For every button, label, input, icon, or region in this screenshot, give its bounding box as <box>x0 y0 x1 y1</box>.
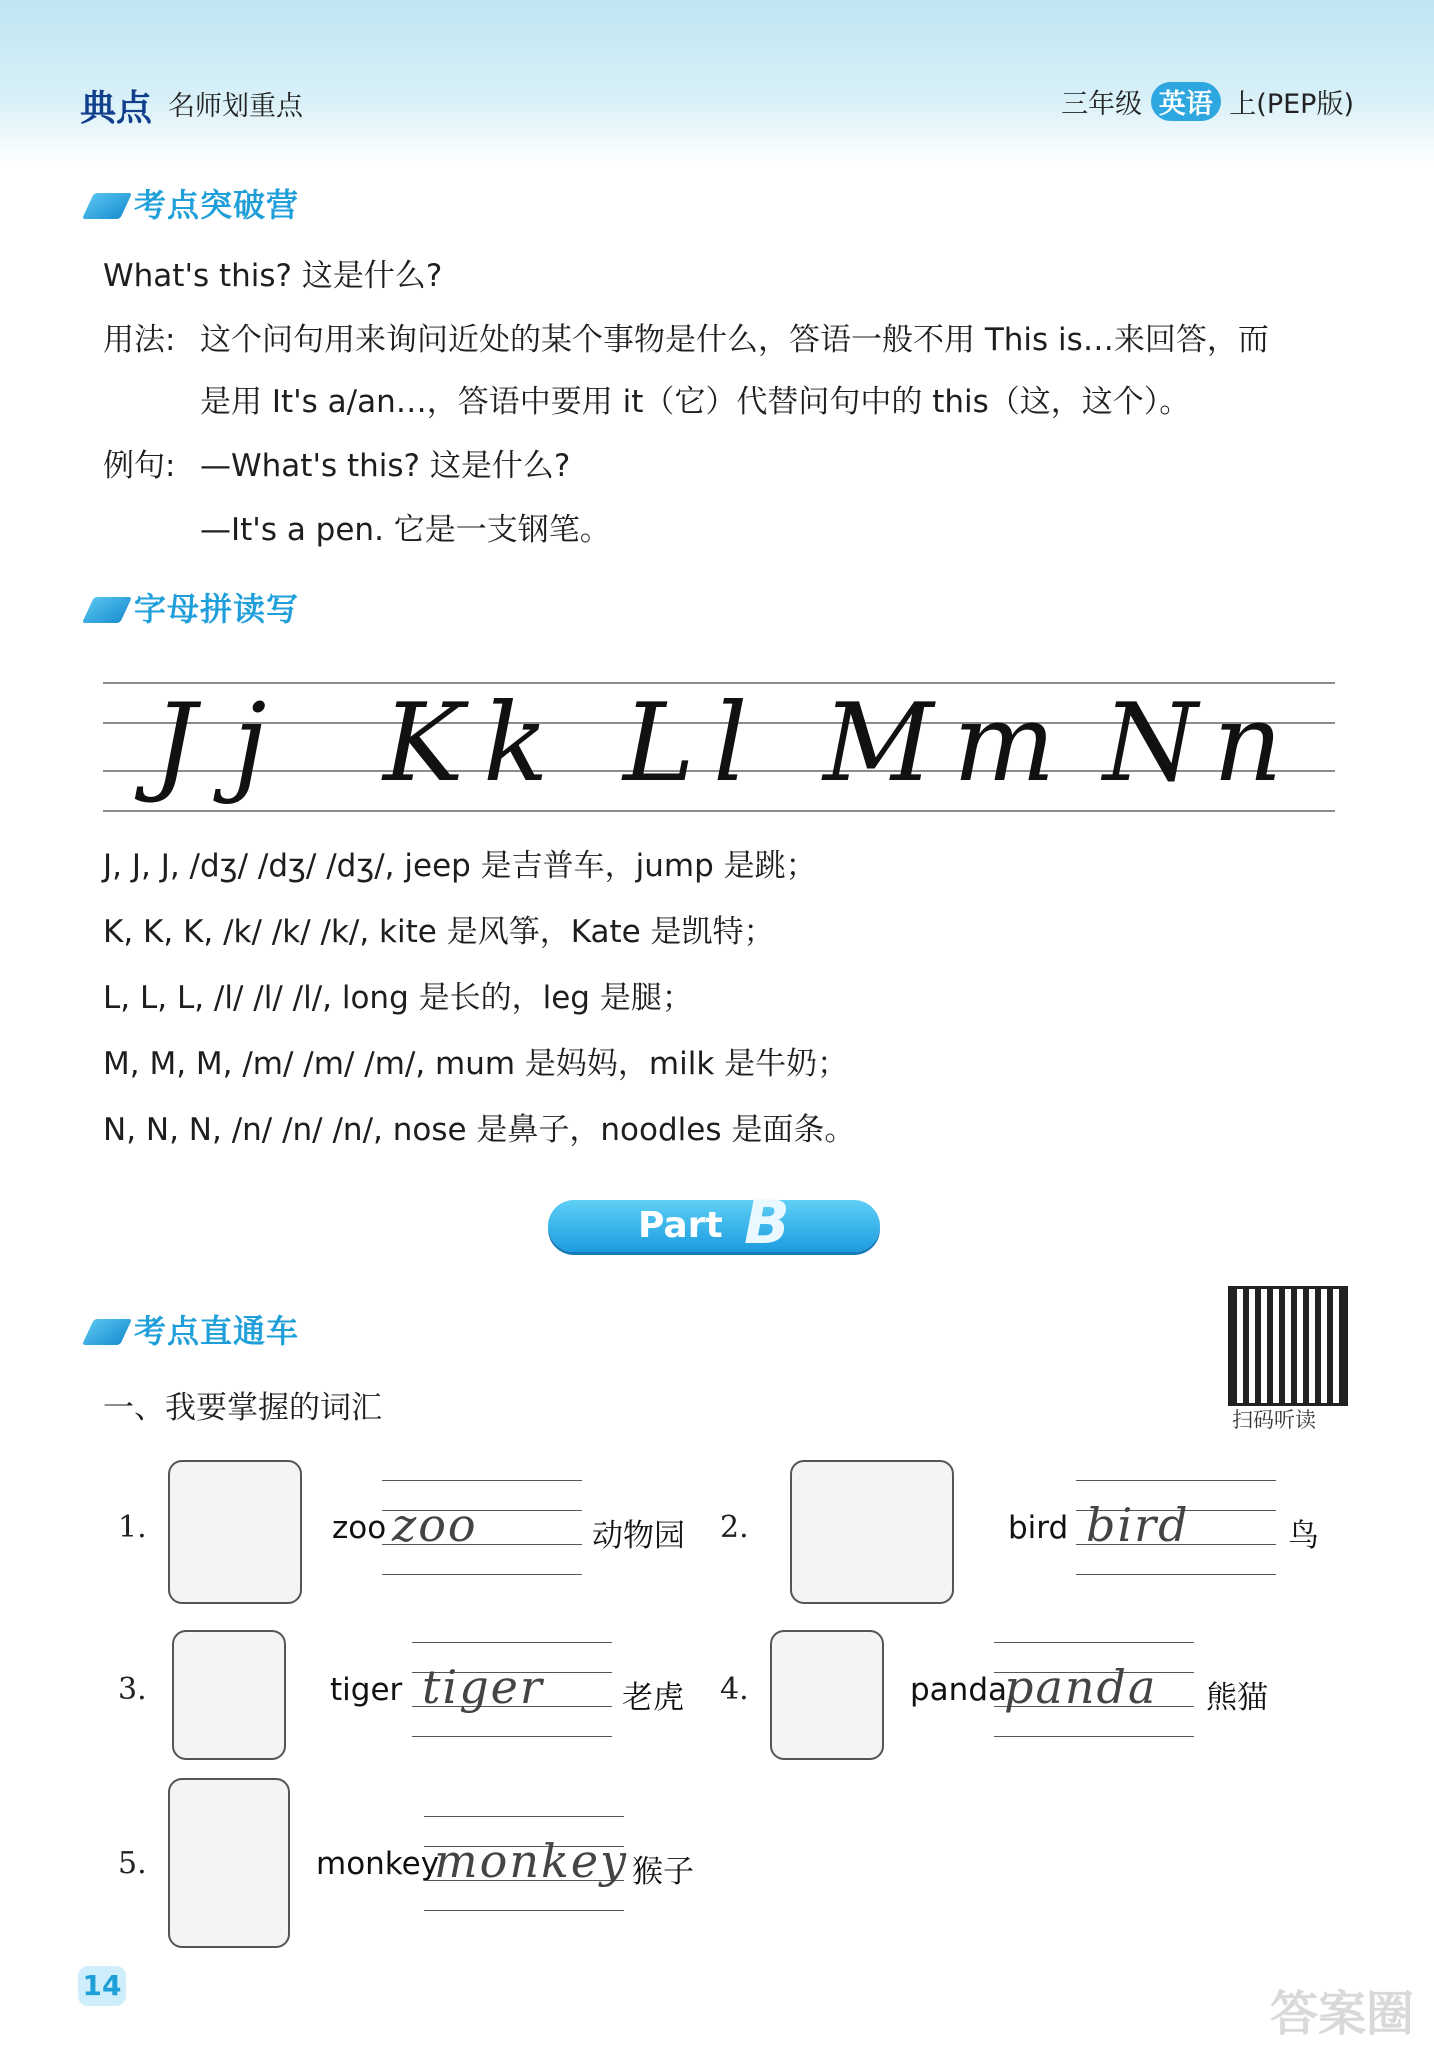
section-title-zhitong: 考点直通车 <box>88 1306 299 1352</box>
vocab-num: 3. <box>118 1672 147 1707</box>
grade-suffix: 上(PEP版) <box>1229 89 1354 120</box>
letter-J: J <box>153 681 197 806</box>
qr-label: 扫码听读 <box>1232 1408 1316 1432</box>
written-word: bird <box>1086 1498 1190 1552</box>
pen-icon <box>82 597 132 623</box>
letter-L: L <box>623 681 695 806</box>
vocab-num: 4. <box>720 1672 749 1707</box>
bird-picture <box>790 1460 954 1604</box>
example-1: —What's this? 这是什么? <box>200 448 571 484</box>
usage-text-2: 是用 It's a/an…，答语中要用 it（它）代替问句中的 this（这，这个）。 <box>200 384 1191 420</box>
question-line: What's this? 这是什么? <box>103 258 443 294</box>
letter-M: M <box>823 681 934 806</box>
zoo-picture <box>168 1460 302 1604</box>
chant-k: K, K, K, /k/ /k/ /k/, kite 是风筝，Kate 是凯特； <box>103 914 775 950</box>
letter-N: N <box>1103 681 1198 806</box>
subject-badge: 英语 <box>1151 82 1221 121</box>
vocab-word: bird <box>1008 1510 1069 1546</box>
writing-lines <box>382 1480 582 1576</box>
vocab-cn: 鸟 <box>1288 1518 1319 1554</box>
chant-j: J, J, J, /dʒ/ /dʒ/ /dʒ/, jeep 是吉普车，jump 是跳； <box>103 848 817 884</box>
vocab-cn: 老虎 <box>622 1680 684 1716</box>
pen-icon <box>82 193 132 219</box>
vocab-word: tiger <box>330 1672 403 1708</box>
vocab-num: 1. <box>118 1510 147 1545</box>
vocab-cn: 猴子 <box>632 1854 694 1890</box>
usage-label: 用法: <box>103 322 176 358</box>
writing-lines <box>994 1642 1194 1738</box>
brand-name: 名师划重点 <box>168 91 303 122</box>
chant-n: N, N, N, /n/ /n/ /n/, nose 是鼻子，noodles 是面条。 <box>103 1112 856 1148</box>
vocab-cn: 熊猫 <box>1206 1680 1268 1716</box>
handwriting-lines <box>103 682 1335 812</box>
written-word: tiger <box>422 1660 544 1714</box>
writing-lines <box>412 1642 612 1738</box>
example-label: 例句: <box>103 448 176 484</box>
vocab-word: monkey <box>316 1846 440 1882</box>
letter-m: m <box>953 681 1056 806</box>
panda-picture <box>770 1630 884 1760</box>
part-text: Part <box>638 1205 723 1246</box>
written-word: monkey <box>434 1834 629 1888</box>
letter-j: j <box>233 681 267 806</box>
part-letter: B <box>744 1188 790 1258</box>
written-word: panda <box>1004 1660 1158 1714</box>
vocab-num: 2. <box>720 1510 749 1545</box>
page-number: 14 <box>78 1966 126 2006</box>
vocab-word: panda <box>910 1672 1007 1708</box>
vocab-cn: 动物园 <box>592 1518 685 1554</box>
monkey-picture <box>168 1778 290 1948</box>
pen-icon <box>82 1319 132 1345</box>
vocab-subheading: 一、我要掌握的词汇 <box>103 1390 382 1426</box>
tiger-picture <box>172 1630 286 1760</box>
chant-m: M, M, M, /m/ /m/ /m/, mum 是妈妈，milk 是牛奶； <box>103 1046 849 1082</box>
section-title-zimu: 字母拼读写 <box>88 584 299 630</box>
letter-n: n <box>1213 681 1283 806</box>
vocab-num: 5. <box>118 1846 147 1881</box>
chant-l: L, L, L, /l/ /l/ /l/, long 是长的，leg 是腿； <box>103 980 693 1016</box>
qr-code[interactable] <box>1228 1286 1348 1406</box>
grade-info <box>1061 82 1354 121</box>
grade-prefix: 三年级 <box>1061 89 1143 120</box>
letter-K: K <box>383 681 464 806</box>
vocab-word: zoo <box>332 1510 387 1546</box>
section-title-kaodian: 考点突破营 <box>88 180 299 226</box>
example-2: —It's a pen. 它是一支钢笔。 <box>200 512 611 548</box>
writing-lines <box>424 1816 629 1912</box>
written-word: zoo <box>392 1498 478 1552</box>
writing-lines <box>1076 1480 1276 1576</box>
part-b-banner <box>548 1188 880 1258</box>
watermark: 答案圈 <box>1269 1986 1414 2042</box>
letter-k: k <box>483 681 549 806</box>
brand-logo: 典点 <box>80 88 153 129</box>
letter-l: l <box>713 681 748 806</box>
usage-text-1: 这个问句用来询问近处的某个事物是什么，答语一般不用 This is…来回答，而 <box>200 322 1269 358</box>
